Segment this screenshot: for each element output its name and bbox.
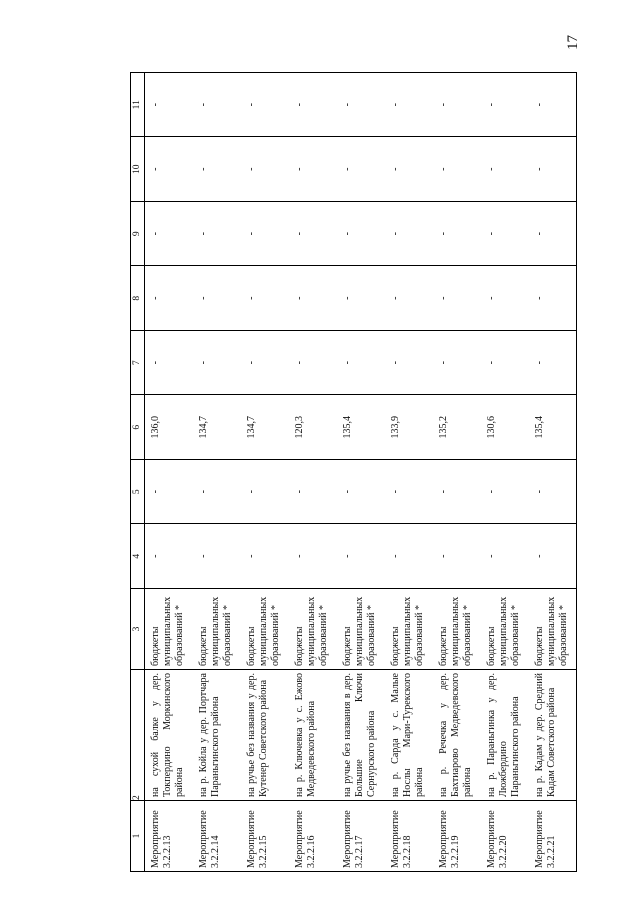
funding-source-cell: бюджеты муниципальных образований * bbox=[433, 589, 481, 670]
funding-source-cell: бюджеты муниципальных образований * bbox=[145, 589, 193, 670]
col8-cell: - bbox=[241, 266, 289, 331]
funding-source-cell: бюджеты муниципальных образований * bbox=[481, 589, 529, 670]
col5-cell: - bbox=[241, 460, 289, 525]
column-header-9: 9 bbox=[131, 202, 145, 267]
col7-cell: - bbox=[289, 331, 337, 396]
col4-cell: - bbox=[433, 524, 481, 589]
col11-cell: - bbox=[289, 73, 337, 138]
col9-cell: - bbox=[385, 202, 433, 267]
amount-cell: 136,0 bbox=[145, 395, 193, 460]
col10-cell: - bbox=[145, 137, 193, 202]
funding-source-cell: бюджеты муниципальных образований * bbox=[337, 589, 385, 670]
col4-cell: - bbox=[529, 524, 577, 589]
col4-cell: - bbox=[289, 524, 337, 589]
funding-source-cell: бюджеты муниципальных образований * bbox=[193, 589, 241, 670]
col9-cell: - bbox=[529, 202, 577, 267]
col7-cell: - bbox=[241, 331, 289, 396]
col5-cell: - bbox=[433, 460, 481, 525]
col4-cell: - bbox=[193, 524, 241, 589]
column-header-10: 10 bbox=[131, 137, 145, 202]
table-row bbox=[289, 73, 337, 872]
col9-cell: - bbox=[433, 202, 481, 267]
amount-cell: 135,2 bbox=[433, 395, 481, 460]
col5-cell: - bbox=[529, 460, 577, 525]
location-cell: на р. Параньгинка у дер. Люжбердино Параньгинского района bbox=[481, 670, 529, 801]
event-cell: Мероприятие 3.2.2.13 bbox=[145, 801, 193, 872]
col5-cell: - bbox=[289, 460, 337, 525]
location-cell: на сухой балке у дер. Токпердино Моркинского района bbox=[145, 670, 193, 801]
col7-cell: - bbox=[433, 331, 481, 396]
column-header-6: 6 bbox=[131, 395, 145, 460]
page-number: 17 bbox=[565, 35, 581, 50]
amount-cell: 135,4 bbox=[337, 395, 385, 460]
col11-cell: - bbox=[385, 73, 433, 138]
col4-cell: - bbox=[385, 524, 433, 589]
location-cell: на р. Кадам у дер. Средний Кадам Советского района bbox=[529, 670, 577, 801]
col11-cell: - bbox=[145, 73, 193, 138]
table-row bbox=[481, 73, 529, 872]
col4-cell: - bbox=[241, 524, 289, 589]
event-cell: Мероприятие 3.2.2.17 bbox=[337, 801, 385, 872]
col11-cell: - bbox=[193, 73, 241, 138]
col8-cell: - bbox=[481, 266, 529, 331]
amount-cell: 135,4 bbox=[529, 395, 577, 460]
funding-source-cell: бюджеты муниципальных образований * bbox=[241, 589, 289, 670]
col8-cell: - bbox=[433, 266, 481, 331]
col8-cell: - bbox=[289, 266, 337, 331]
col9-cell: - bbox=[337, 202, 385, 267]
column-header-11: 11 bbox=[131, 73, 145, 138]
location-cell: на р. Ключевка у с. Ежово Медведевского района bbox=[289, 670, 337, 801]
col10-cell: - bbox=[241, 137, 289, 202]
event-cell: Мероприятие 3.2.2.15 bbox=[241, 801, 289, 872]
col11-cell: - bbox=[481, 73, 529, 138]
amount-cell: 134,7 bbox=[193, 395, 241, 460]
event-cell: Мероприятие 3.2.2.21 bbox=[529, 801, 577, 872]
col5-cell: - bbox=[145, 460, 193, 525]
col10-cell: - bbox=[193, 137, 241, 202]
col8-cell: - bbox=[193, 266, 241, 331]
col10-cell: - bbox=[385, 137, 433, 202]
location-cell: на р. Койла у дер. Портчара Параньгинского района bbox=[193, 670, 241, 801]
col9-cell: - bbox=[289, 202, 337, 267]
amount-cell: 133,9 bbox=[385, 395, 433, 460]
col9-cell: - bbox=[145, 202, 193, 267]
col7-cell: - bbox=[145, 331, 193, 396]
col8-cell: - bbox=[145, 266, 193, 331]
col4-cell: - bbox=[337, 524, 385, 589]
col7-cell: - bbox=[193, 331, 241, 396]
table-row bbox=[241, 73, 289, 872]
column-header-8: 8 bbox=[131, 266, 145, 331]
funding-source-cell: бюджеты муниципальных образований * bbox=[289, 589, 337, 670]
event-cell: Мероприятие 3.2.2.20 bbox=[481, 801, 529, 872]
col5-cell: - bbox=[481, 460, 529, 525]
col10-cell: - bbox=[481, 137, 529, 202]
table-row bbox=[433, 73, 481, 872]
col7-cell: - bbox=[385, 331, 433, 396]
table-body bbox=[145, 73, 577, 872]
col11-cell: - bbox=[433, 73, 481, 138]
col10-cell: - bbox=[433, 137, 481, 202]
event-cell: Мероприятие 3.2.2.16 bbox=[289, 801, 337, 872]
funding-source-cell: бюджеты муниципальных образований * bbox=[385, 589, 433, 670]
table-row bbox=[145, 73, 193, 872]
col9-cell: - bbox=[481, 202, 529, 267]
location-cell: на р. Речечка у дер. Бахтиарово Медведевского района bbox=[433, 670, 481, 801]
column-header-4: 4 bbox=[131, 524, 145, 589]
event-cell: Мероприятие 3.2.2.18 bbox=[385, 801, 433, 872]
col8-cell: - bbox=[385, 266, 433, 331]
table-row bbox=[385, 73, 433, 872]
col9-cell: - bbox=[193, 202, 241, 267]
location-cell: на р. Сарда у с. Малые Нослы Мари-Турекского района bbox=[385, 670, 433, 801]
col10-cell: - bbox=[289, 137, 337, 202]
rotated-table-container bbox=[130, 72, 569, 872]
col5-cell: - bbox=[385, 460, 433, 525]
column-header-2: 2 bbox=[131, 670, 145, 801]
event-cell: Мероприятие 3.2.2.14 bbox=[193, 801, 241, 872]
table-row bbox=[529, 73, 577, 872]
col7-cell: - bbox=[481, 331, 529, 396]
column-header-7: 7 bbox=[131, 331, 145, 396]
amount-cell: 120,3 bbox=[289, 395, 337, 460]
col9-cell: - bbox=[241, 202, 289, 267]
col8-cell: - bbox=[337, 266, 385, 331]
col7-cell: - bbox=[337, 331, 385, 396]
col7-cell: - bbox=[529, 331, 577, 396]
events-table bbox=[130, 72, 577, 872]
table-row bbox=[337, 73, 385, 872]
location-cell: на ручье без названия в дер. Большие Ключи Сернурского района bbox=[337, 670, 385, 801]
col4-cell: - bbox=[145, 524, 193, 589]
column-header-3: 3 bbox=[131, 589, 145, 670]
col10-cell: - bbox=[529, 137, 577, 202]
column-header-5: 5 bbox=[131, 460, 145, 525]
funding-source-cell: бюджеты муниципальных образований * bbox=[529, 589, 577, 670]
col5-cell: - bbox=[337, 460, 385, 525]
col8-cell: - bbox=[529, 266, 577, 331]
amount-cell: 130,6 bbox=[481, 395, 529, 460]
col5-cell: - bbox=[193, 460, 241, 525]
col11-cell: - bbox=[337, 73, 385, 138]
col10-cell: - bbox=[337, 137, 385, 202]
event-cell: Мероприятие 3.2.2.19 bbox=[433, 801, 481, 872]
col11-cell: - bbox=[241, 73, 289, 138]
col11-cell: - bbox=[529, 73, 577, 138]
amount-cell: 134,7 bbox=[241, 395, 289, 460]
location-cell: на ручье без названия у дер. Кутенер Советского района bbox=[241, 670, 289, 801]
column-header-1: 1 bbox=[131, 801, 145, 872]
table-row bbox=[193, 73, 241, 872]
header-row bbox=[131, 73, 145, 872]
col4-cell: - bbox=[481, 524, 529, 589]
